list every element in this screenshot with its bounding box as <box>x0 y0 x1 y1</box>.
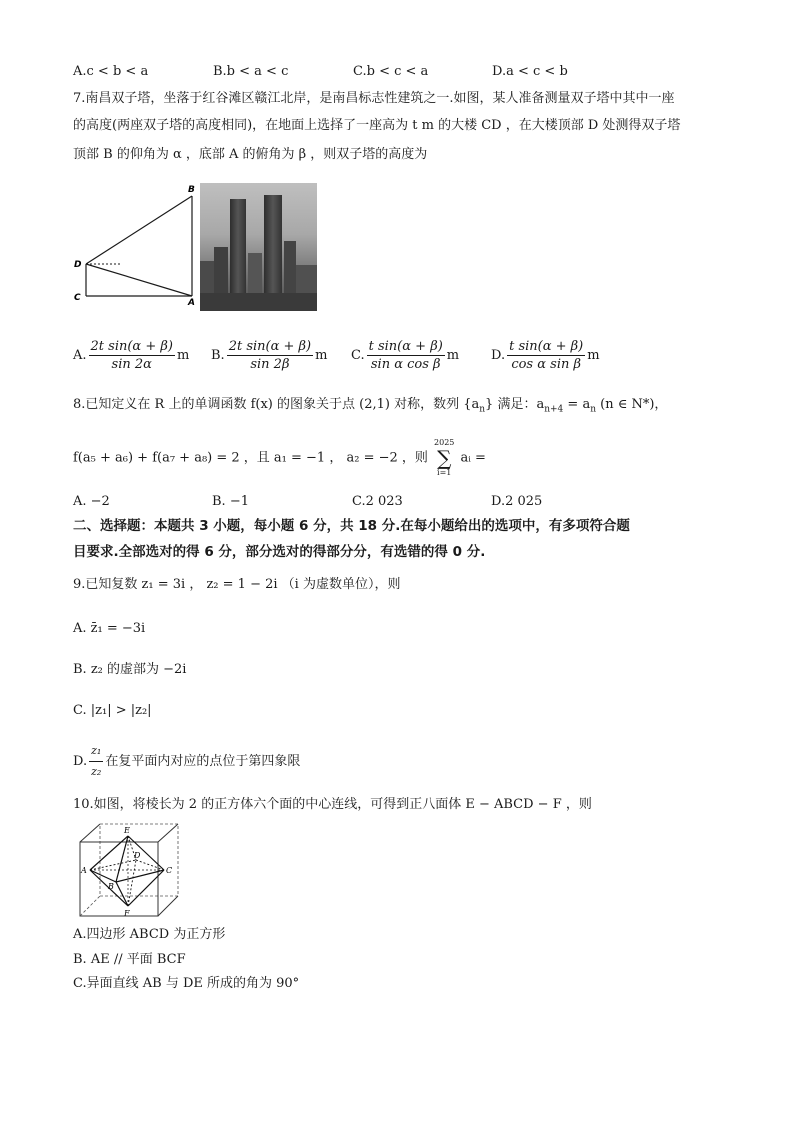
q8-stem-line-1: 8.已知定义在 R 上的单调函数 f(x) 的图象关于点 (2,1) 对称，数列 $\{a_n\}$ 满足：$a_{n+4} = a_n$ (n ∈ N*)， <box>73 397 668 415</box>
summation: 2025 ∑ i=1 <box>434 438 455 477</box>
svg-text:B: B <box>108 882 114 891</box>
q6-option-a[interactable]: A.c < b < a <box>73 64 149 79</box>
q7-option-d[interactable]: D. $\frac{\text{t sin(α + β)}}{\text{cos α sin β}}$ m <box>491 338 600 372</box>
q10-stem: 10.如图，将棱长为 2 的正方体六个面的中心连线，可得到正八面体 E − ABCD − F ，则 <box>73 797 592 812</box>
q7-diagram <box>70 178 202 310</box>
q9-stem: 9.已知复数 z₁ = 3i ， z₂ = 1 − 2i （i 为虚数单位），则 <box>73 577 401 592</box>
q6-option-c[interactable]: C.b < c < a <box>353 64 429 79</box>
svg-text:F: F <box>124 909 130 918</box>
q8-option-b[interactable]: B. −1 <box>212 494 249 509</box>
svg-text:E: E <box>124 826 130 835</box>
q8-option-a[interactable]: A. −2 <box>73 494 110 509</box>
section-2-heading-line-1: 二、选择题：本题共 3 小题，每小题 6 分，共 18 分.在每小题给出的选项中，有多项符合题 <box>73 518 630 534</box>
label-a: A <box>188 298 195 308</box>
q10-option-a[interactable]: A.四边形 ABCD 为正方形 <box>73 927 226 942</box>
q6-option-d[interactable]: D.a < c < b <box>492 64 568 79</box>
q8-option-c[interactable]: C.2 023 <box>352 494 403 509</box>
label-b: B <box>188 185 195 195</box>
label-c: C <box>74 293 81 303</box>
q6-option-b[interactable]: B.b < a < c <box>213 64 289 79</box>
q9-option-c[interactable]: C. |z₁| > |z₂| <box>73 703 152 718</box>
section-2-heading-line-2: 目要求.全部选对的得 6 分，部分选对的得部分分，有选错的得 0 分. <box>73 544 486 560</box>
q10-option-c[interactable]: C.异面直线 AB 与 DE 所成的角为 90° <box>73 976 300 991</box>
q7-option-b[interactable]: B. $\frac{\text{2t sin(α + β)}}{\sin 2\beta}$ m <box>211 338 328 372</box>
svg-text:A: A <box>81 866 87 875</box>
line-da <box>86 264 192 296</box>
q7-option-a[interactable]: A. $\frac{\text{2t sin(α + β)}}{\sin 2\alpha}$ m <box>73 338 190 372</box>
svg-text:C: C <box>166 866 173 875</box>
q8-option-d[interactable]: D.2 025 <box>491 494 543 509</box>
q8-stem-line-2: f(a₅ + a₆) + f(a₇ + a₈) = 2 ，且 a₁ = −1 ， a₂ = −2 ，则 2025 ∑ i=1 aᵢ = <box>73 438 486 477</box>
q7-option-c[interactable]: C. $\frac{\text{t sin(α + β)}}{\text{sin α cos β}}$ m <box>351 338 460 372</box>
q9-option-a[interactable]: A. z̄₁ = −3i <box>73 621 146 636</box>
q9-option-b[interactable]: B. z₂ 的虚部为 −2i <box>73 662 187 677</box>
q10-option-b[interactable]: B. AE // 平面 BCF <box>73 952 186 967</box>
q7-stem-line-2: 的高度(两座双子塔的高度相同)，在地面上选择了一座高为 t m 的大楼 CD ，在大楼顶部 D 处测得双子塔 <box>73 118 681 133</box>
label-d: D <box>74 260 82 270</box>
line-db <box>86 196 192 264</box>
twin-towers-photo <box>200 183 317 311</box>
q7-stem-line-1: 7.南昌双子塔，坐落于红谷滩区赣江北岸，是南昌标志性建筑之一.如图，某人准备测量双子塔中其中一座 <box>73 91 675 106</box>
q10-octahedron-diagram <box>78 822 182 920</box>
q7-stem-line-3: 顶部 B 的仰角为 α ，底部 A 的俯角为 β ，则双子塔的高度为 <box>73 147 428 162</box>
svg-text:D: D <box>134 851 141 860</box>
q9-option-d[interactable]: D. $\frac{\text{z₁}}{\text{z₂}}$ 在复平面内对应的点位于第四象限 <box>73 744 301 778</box>
